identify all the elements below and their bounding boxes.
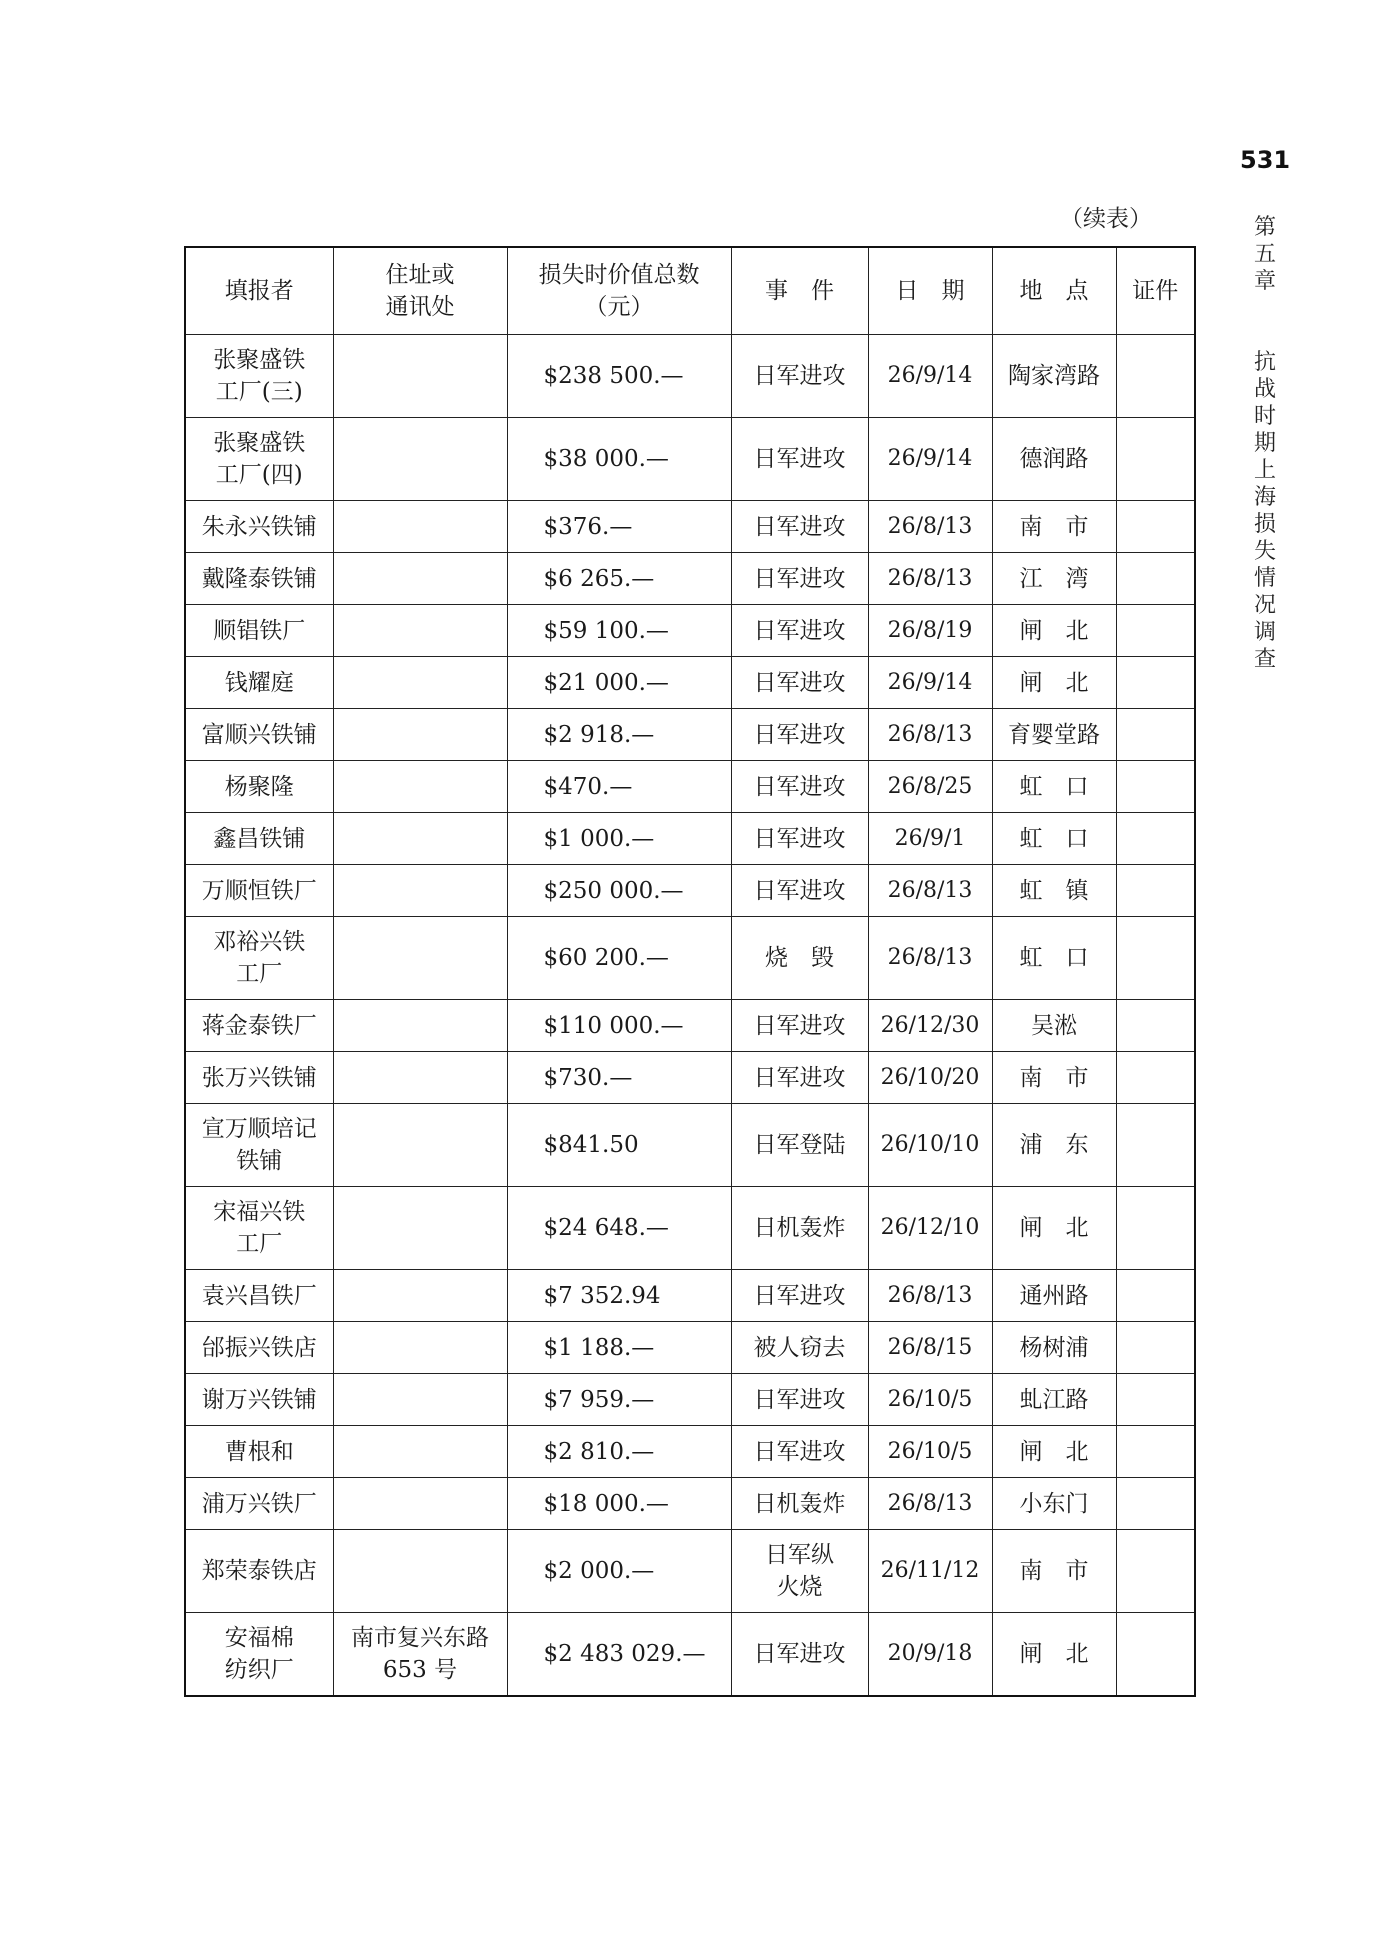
table-row <box>185 917 1195 1000</box>
header-event: 事 件 <box>731 247 868 335</box>
cell-place: 南 市 <box>992 501 1116 553</box>
cell-amount: $2 000.— <box>507 1530 731 1613</box>
table-row <box>185 813 1195 865</box>
header-address: 住址或 通讯处 <box>333 247 507 335</box>
cell-date: 26/9/14 <box>868 335 992 418</box>
cell-date: 26/8/13 <box>868 501 992 553</box>
cell-address <box>333 1530 507 1613</box>
cell-document <box>1116 865 1195 917</box>
continuation-label: （续表） <box>1060 206 1152 232</box>
cell-event: 日军进攻 <box>731 1270 868 1322</box>
cell-place: 闸 北 <box>992 1187 1116 1270</box>
cell-address <box>333 1374 507 1426</box>
header-reporter: 填报者 <box>185 247 333 335</box>
cell-place: 闸 北 <box>992 1426 1116 1478</box>
cell-address <box>333 1104 507 1187</box>
cell-amount: $2 918.— <box>507 709 731 761</box>
cell-place: 闸 北 <box>992 1613 1116 1697</box>
cell-event: 日军纵 火烧 <box>731 1530 868 1613</box>
cell-document <box>1116 418 1195 501</box>
cell-event: 日军进攻 <box>731 761 868 813</box>
page-number: 531 <box>1240 146 1291 174</box>
cell-place: 通州路 <box>992 1270 1116 1322</box>
cell-place: 虹 镇 <box>992 865 1116 917</box>
cell-reporter: 邰振兴铁店 <box>185 1322 333 1374</box>
cell-event: 日军进攻 <box>731 1000 868 1052</box>
cell-amount: $470.— <box>507 761 731 813</box>
cell-place: 虹 口 <box>992 761 1116 813</box>
cell-reporter: 富顺兴铁铺 <box>185 709 333 761</box>
cell-document <box>1116 1478 1195 1530</box>
cell-place: 南 市 <box>992 1530 1116 1613</box>
table-row <box>185 605 1195 657</box>
cell-date: 26/8/13 <box>868 917 992 1000</box>
table-row <box>185 1530 1195 1613</box>
cell-place: 江 湾 <box>992 553 1116 605</box>
cell-reporter: 戴隆泰铁铺 <box>185 553 333 605</box>
cell-event: 日机轰炸 <box>731 1187 868 1270</box>
cell-document <box>1116 709 1195 761</box>
cell-reporter: 曹根和 <box>185 1426 333 1478</box>
cell-amount: $21 000.— <box>507 657 731 709</box>
cell-place: 虹 口 <box>992 917 1116 1000</box>
cell-event: 日军进攻 <box>731 865 868 917</box>
cell-date: 26/9/14 <box>868 657 992 709</box>
cell-document <box>1116 1052 1195 1104</box>
cell-address <box>333 1478 507 1530</box>
cell-document <box>1116 1104 1195 1187</box>
cell-amount: $6 265.— <box>507 553 731 605</box>
cell-address: 南市复兴东路 653 号 <box>333 1613 507 1697</box>
cell-date: 26/11/12 <box>868 1530 992 1613</box>
cell-date: 26/8/25 <box>868 761 992 813</box>
cell-reporter: 谢万兴铁铺 <box>185 1374 333 1426</box>
cell-reporter: 朱永兴铁铺 <box>185 501 333 553</box>
cell-reporter: 浦万兴铁厂 <box>185 1478 333 1530</box>
cell-address <box>333 761 507 813</box>
cell-address <box>333 1426 507 1478</box>
cell-place: 浦 东 <box>992 1104 1116 1187</box>
cell-event: 日军进攻 <box>731 657 868 709</box>
cell-event: 日机轰炸 <box>731 1478 868 1530</box>
cell-date: 26/8/19 <box>868 605 992 657</box>
table-row <box>185 1052 1195 1104</box>
cell-document <box>1116 1374 1195 1426</box>
cell-address <box>333 917 507 1000</box>
table-row <box>185 1270 1195 1322</box>
cell-event: 被人窃去 <box>731 1322 868 1374</box>
cell-document <box>1116 1530 1195 1613</box>
cell-address <box>333 1270 507 1322</box>
header-document: 证件 <box>1116 247 1195 335</box>
cell-event: 日军进攻 <box>731 418 868 501</box>
cell-event: 日军进攻 <box>731 1052 868 1104</box>
cell-place: 闸 北 <box>992 605 1116 657</box>
cell-date: 20/9/18 <box>868 1613 992 1697</box>
cell-date: 26/10/10 <box>868 1104 992 1187</box>
cell-place: 虬江路 <box>992 1374 1116 1426</box>
table-row <box>185 1478 1195 1530</box>
table-row <box>185 1187 1195 1270</box>
cell-date: 26/12/30 <box>868 1000 992 1052</box>
cell-place: 南 市 <box>992 1052 1116 1104</box>
cell-reporter: 安福棉 纺织厂 <box>185 1613 333 1697</box>
cell-amount: $7 959.— <box>507 1374 731 1426</box>
cell-document <box>1116 657 1195 709</box>
cell-reporter: 郑荣泰铁店 <box>185 1530 333 1613</box>
cell-place: 陶家湾路 <box>992 335 1116 418</box>
cell-amount: $841.50 <box>507 1104 731 1187</box>
cell-date: 26/8/13 <box>868 1270 992 1322</box>
cell-event: 日军进攻 <box>731 1374 868 1426</box>
cell-date: 26/9/1 <box>868 813 992 865</box>
cell-address <box>333 553 507 605</box>
cell-amount: $18 000.— <box>507 1478 731 1530</box>
cell-address <box>333 335 507 418</box>
cell-reporter: 宣万顺培记 铁铺 <box>185 1104 333 1187</box>
cell-event: 日军进攻 <box>731 501 868 553</box>
cell-amount: $7 352.94 <box>507 1270 731 1322</box>
table-row <box>185 657 1195 709</box>
cell-address <box>333 657 507 709</box>
cell-date: 26/10/5 <box>868 1374 992 1426</box>
cell-date: 26/8/13 <box>868 1478 992 1530</box>
cell-event: 日军进攻 <box>731 605 868 657</box>
cell-reporter: 钱耀庭 <box>185 657 333 709</box>
cell-date: 26/8/13 <box>868 553 992 605</box>
cell-event: 日军进攻 <box>731 1426 868 1478</box>
cell-reporter: 万顺恒铁厂 <box>185 865 333 917</box>
cell-place: 杨树浦 <box>992 1322 1116 1374</box>
cell-date: 26/8/15 <box>868 1322 992 1374</box>
cell-document <box>1116 813 1195 865</box>
header-place: 地 点 <box>992 247 1116 335</box>
cell-amount: $376.— <box>507 501 731 553</box>
cell-event: 日军进攻 <box>731 1613 868 1697</box>
table-row <box>185 501 1195 553</box>
cell-document <box>1116 1270 1195 1322</box>
cell-reporter: 杨聚隆 <box>185 761 333 813</box>
cell-document <box>1116 1187 1195 1270</box>
cell-address <box>333 605 507 657</box>
cell-date: 26/8/13 <box>868 865 992 917</box>
header-date: 日 期 <box>868 247 992 335</box>
cell-address <box>333 813 507 865</box>
cell-amount: $38 000.— <box>507 418 731 501</box>
cell-event: 烧 毁 <box>731 917 868 1000</box>
cell-reporter: 顺锠铁厂 <box>185 605 333 657</box>
cell-address <box>333 1052 507 1104</box>
cell-place: 闸 北 <box>992 657 1116 709</box>
cell-date: 26/10/5 <box>868 1426 992 1478</box>
table-header-row <box>185 247 1195 335</box>
cell-amount: $60 200.— <box>507 917 731 1000</box>
cell-document <box>1116 1426 1195 1478</box>
cell-place: 虹 口 <box>992 813 1116 865</box>
table-body <box>185 335 1195 1697</box>
table-row <box>185 761 1195 813</box>
table-row <box>185 1322 1195 1374</box>
cell-date: 26/10/20 <box>868 1052 992 1104</box>
cell-amount: $238 500.— <box>507 335 731 418</box>
loss-table <box>184 246 1196 1697</box>
cell-date: 26/9/14 <box>868 418 992 501</box>
header-amount: 损失时价值总数 （元） <box>507 247 731 335</box>
cell-document <box>1116 605 1195 657</box>
table-row <box>185 335 1195 418</box>
cell-reporter: 宋福兴铁 工厂 <box>185 1187 333 1270</box>
cell-document <box>1116 1000 1195 1052</box>
cell-event: 日军进攻 <box>731 709 868 761</box>
cell-document <box>1116 917 1195 1000</box>
cell-amount: $250 000.— <box>507 865 731 917</box>
cell-place: 吴淞 <box>992 1000 1116 1052</box>
cell-place: 德润路 <box>992 418 1116 501</box>
table-row <box>185 709 1195 761</box>
cell-reporter: 袁兴昌铁厂 <box>185 1270 333 1322</box>
cell-address <box>333 1000 507 1052</box>
cell-amount: $2 810.— <box>507 1426 731 1478</box>
cell-place: 小东门 <box>992 1478 1116 1530</box>
cell-address <box>333 1322 507 1374</box>
cell-date: 26/12/10 <box>868 1187 992 1270</box>
cell-document <box>1116 501 1195 553</box>
table-row <box>185 1613 1195 1697</box>
cell-address <box>333 1187 507 1270</box>
table-row <box>185 1374 1195 1426</box>
cell-reporter: 张聚盛铁 工厂(四) <box>185 418 333 501</box>
cell-amount: $59 100.— <box>507 605 731 657</box>
table-row <box>185 418 1195 501</box>
cell-event: 日军进攻 <box>731 335 868 418</box>
cell-reporter: 张聚盛铁 工厂(三) <box>185 335 333 418</box>
cell-place: 育婴堂路 <box>992 709 1116 761</box>
cell-event: 日军登陆 <box>731 1104 868 1187</box>
cell-address <box>333 865 507 917</box>
cell-amount: $110 000.— <box>507 1000 731 1052</box>
cell-amount: $1 188.— <box>507 1322 731 1374</box>
cell-reporter: 邓裕兴铁 工厂 <box>185 917 333 1000</box>
cell-amount: $2 483 029.— <box>507 1613 731 1697</box>
chapter-side-title: 第 五 章 抗 战 时 期 上 海 损 失 情 况 调 查 <box>1253 215 1276 672</box>
cell-date: 26/8/13 <box>868 709 992 761</box>
cell-document <box>1116 335 1195 418</box>
cell-document <box>1116 1613 1195 1697</box>
table-row <box>185 1104 1195 1187</box>
cell-amount: $730.— <box>507 1052 731 1104</box>
cell-reporter: 张万兴铁铺 <box>185 1052 333 1104</box>
cell-document <box>1116 553 1195 605</box>
cell-address <box>333 418 507 501</box>
cell-document <box>1116 1322 1195 1374</box>
table-row <box>185 1426 1195 1478</box>
cell-event: 日军进攻 <box>731 813 868 865</box>
cell-amount: $24 648.— <box>507 1187 731 1270</box>
table-row <box>185 865 1195 917</box>
cell-document <box>1116 761 1195 813</box>
cell-event: 日军进攻 <box>731 553 868 605</box>
cell-address <box>333 501 507 553</box>
cell-amount: $1 000.— <box>507 813 731 865</box>
table-row <box>185 1000 1195 1052</box>
cell-address <box>333 709 507 761</box>
cell-reporter: 蒋金泰铁厂 <box>185 1000 333 1052</box>
cell-reporter: 鑫昌铁铺 <box>185 813 333 865</box>
table-row <box>185 553 1195 605</box>
